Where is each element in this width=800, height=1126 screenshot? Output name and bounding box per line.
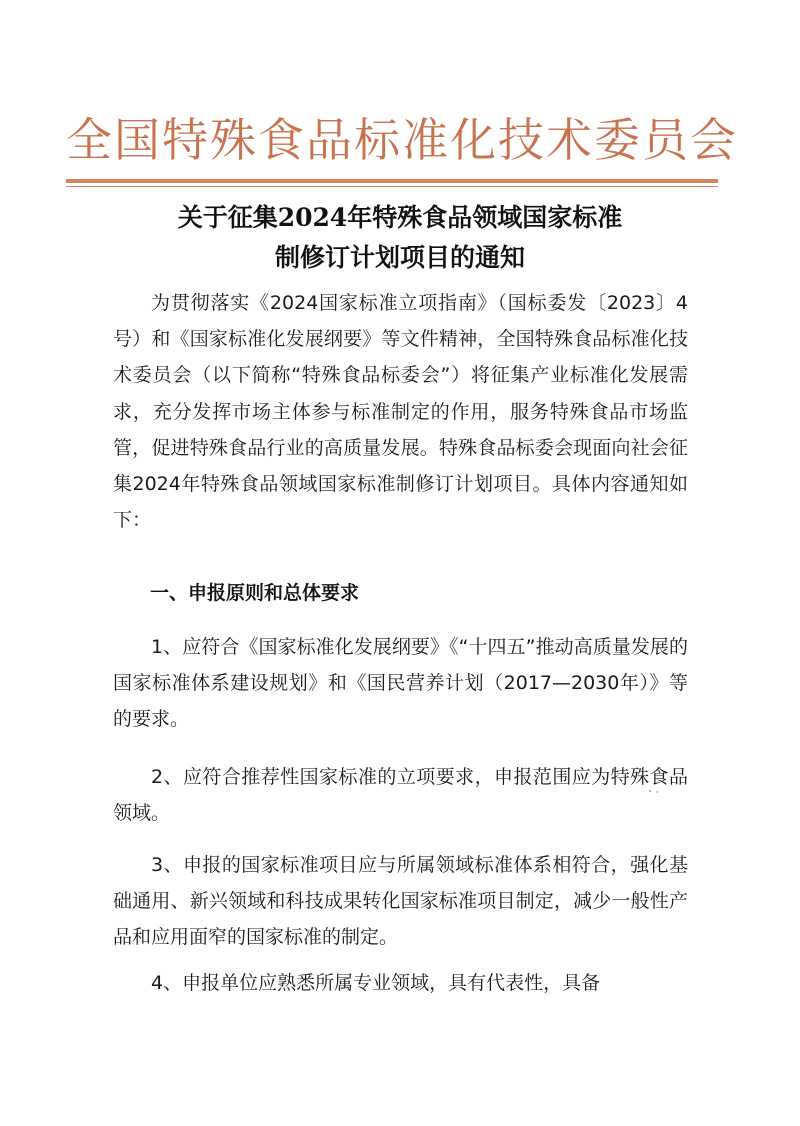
requirement-item-3: 3、申报的国家标准项目应与所属领域标准体系相符合，强化基础通用、新兴领域和科技成果转化国家标准项目制定，减少一般性产品和应用面窄的国家标准的制定。 [113, 854, 688, 949]
letterhead-rule-thin [66, 186, 718, 187]
letterhead-rule-thick [66, 179, 718, 183]
requirement-item-1: 1、应符合《国家标准化发展纲要》《“十四五”推动高质量发展的国家标准体系建设规划》和《国民营养计划（2017—2030年）》等的要求。 [113, 636, 688, 731]
section-1-heading: 一、申报原则和总体要求 [150, 582, 360, 604]
requirement-item-2: 2、应符合推荐性国家标准的立项要求，申报范围应为特殊食品领域。 [113, 766, 688, 825]
intro-paragraph: 为贯彻落实《2024国家标准立项指南》（国标委发〔2023〕4号）和《国家标准化发展纲要》等文件精神，全国特殊食品标准化技术委员会（以下简称“特殊食品标委会”）将征集产业标准化发展需求，充分发挥市场主体参与标准制定的作用，服务特殊食品市场监管，促进特殊食品行业的高质量发展。特殊食品标委会现面向社会征集2024年特殊食品领域国家标准制修订计划项目。具体内容通知如下： [113, 292, 688, 532]
document-title-line-2: 制修订计划项目的通知 [274, 243, 525, 272]
requirement-item-4: 4、申报单位应熟悉所属专业领域，具有代表性，具备 [151, 972, 601, 994]
letterhead-org-name: 全国特殊食品标准化技术委员会 [66, 113, 738, 167]
scan-speck-mark [648, 788, 660, 794]
document-title-line-1: 关于征集2024年特殊食品领域国家标准 [177, 203, 623, 232]
